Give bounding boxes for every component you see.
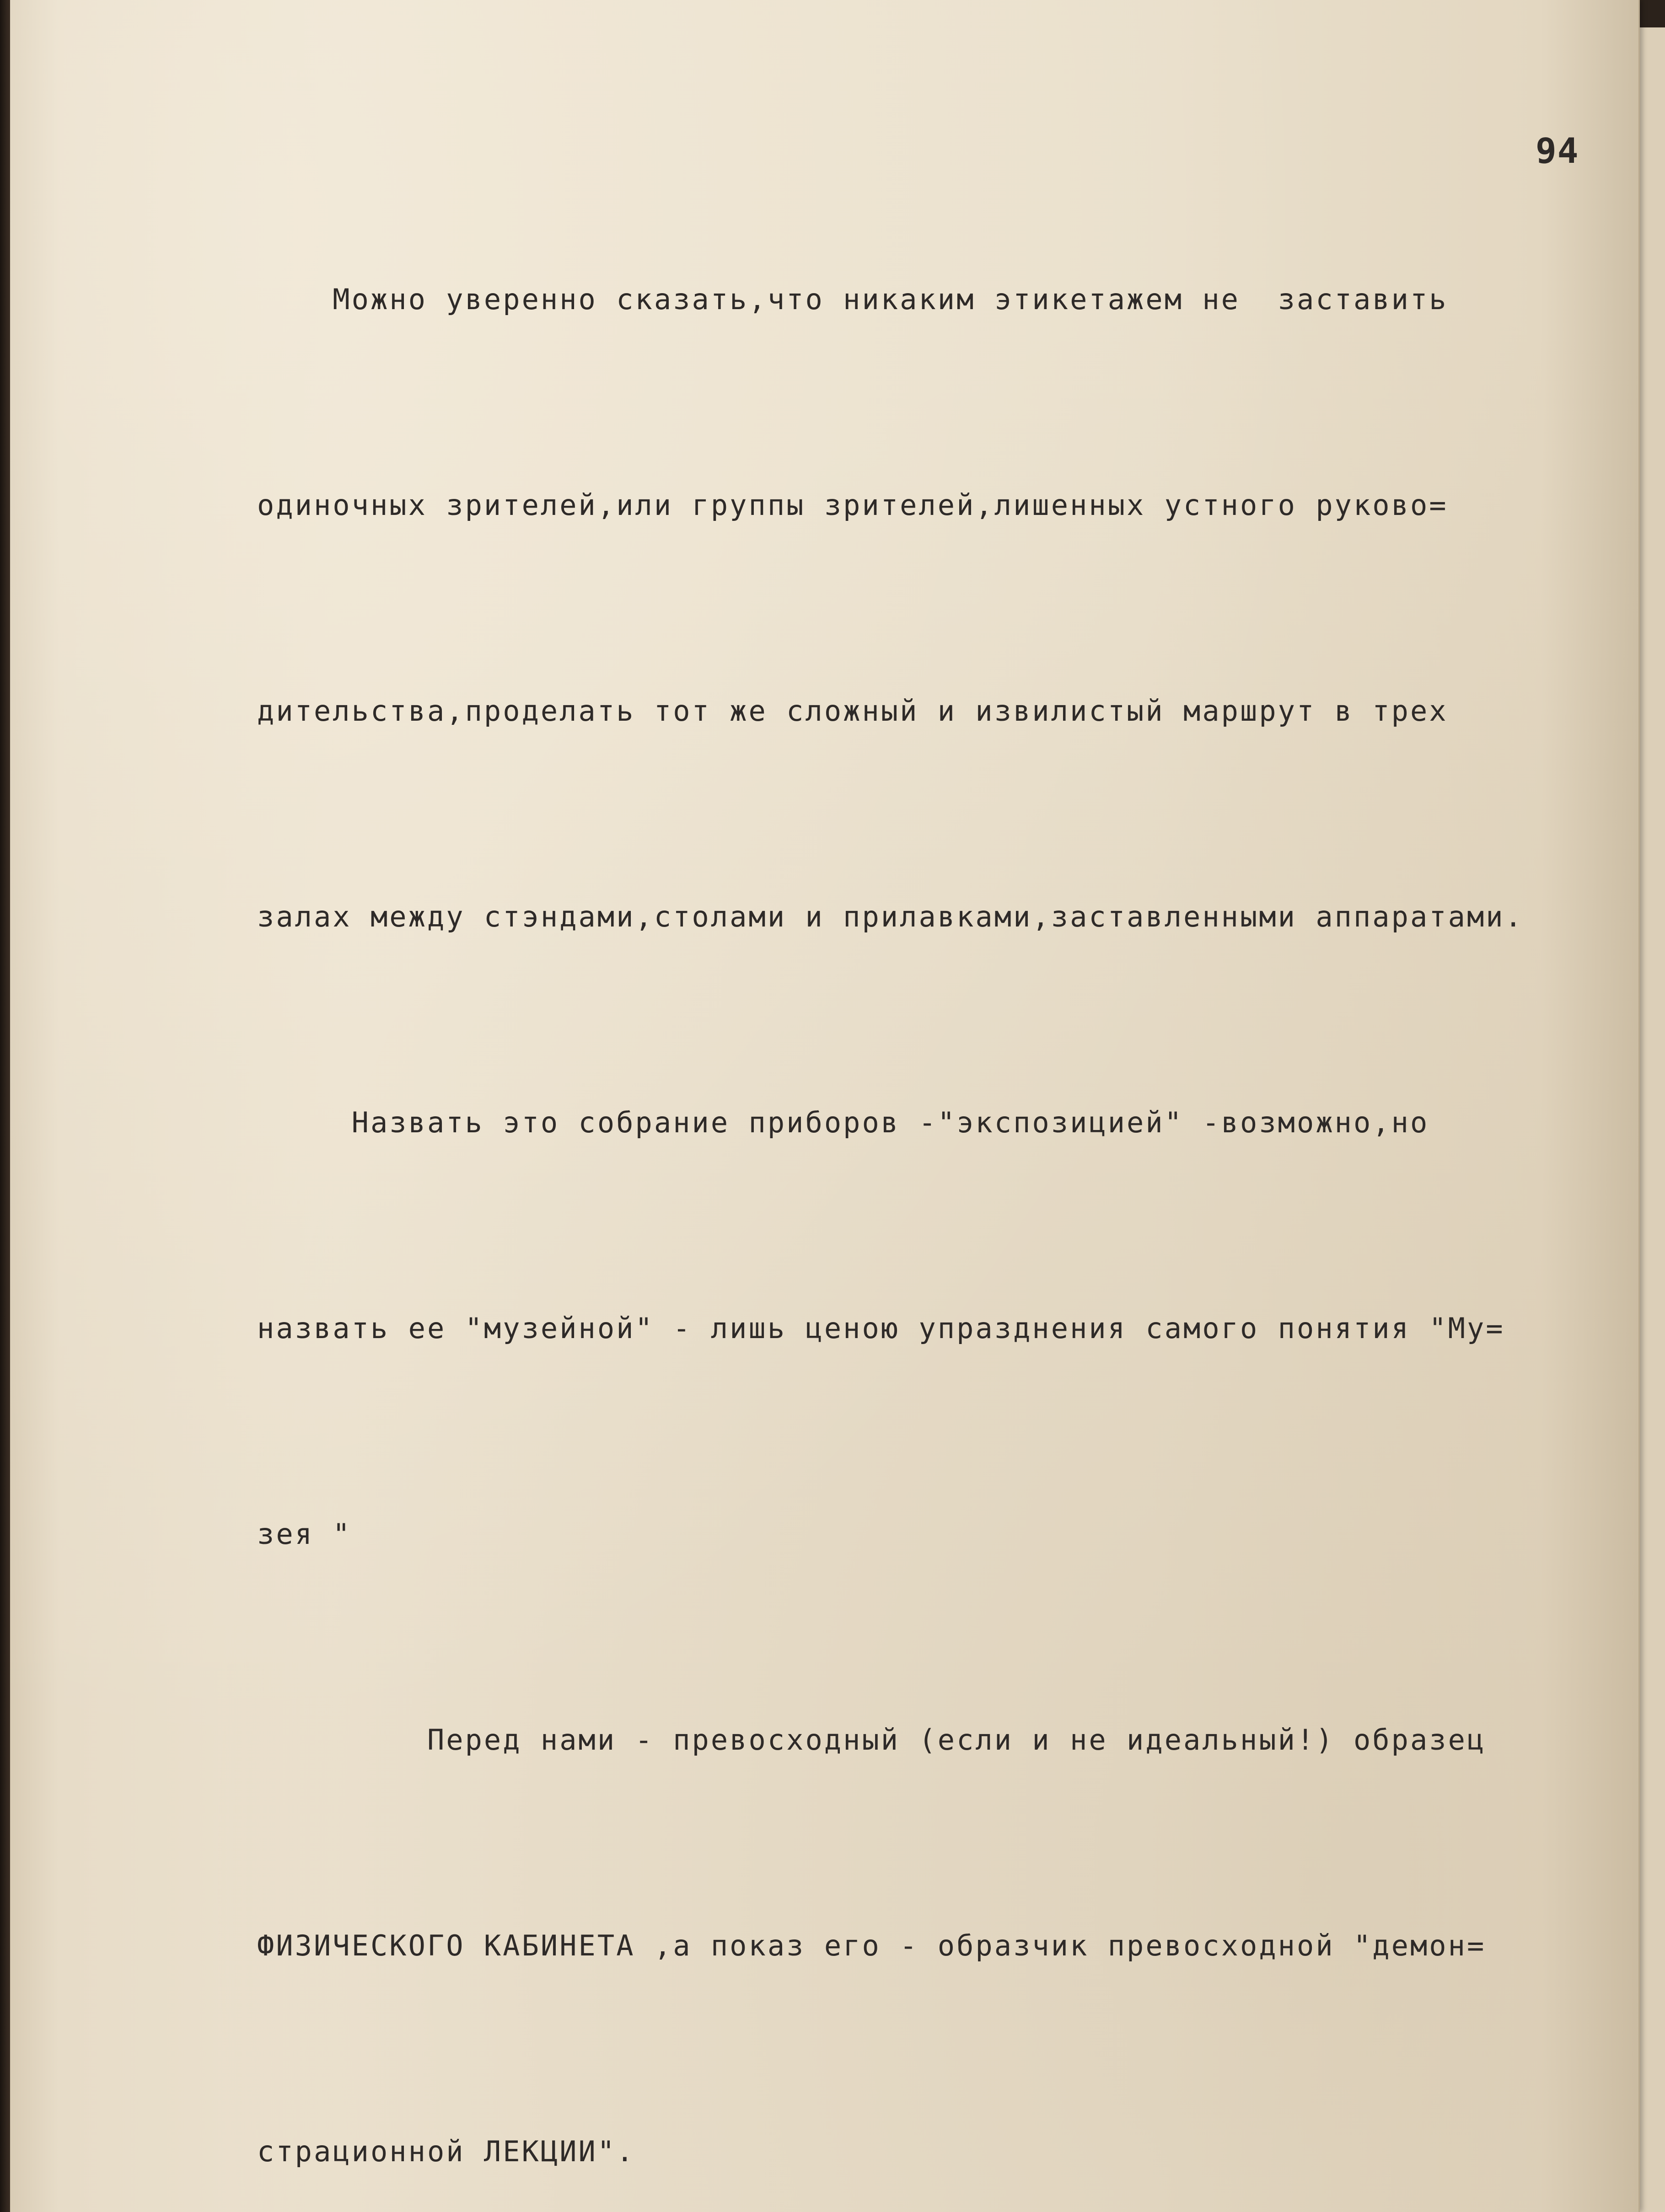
typewritten-page — [10, 0, 1640, 2212]
text-line: Можно уверенно сказать,что никаким этикетажем не заставить — [257, 283, 1448, 316]
text-line: залах между стэндами,столами и прилавками,заставленными аппаратами. — [257, 900, 1524, 933]
text-line: зея " — [257, 1517, 352, 1551]
text-line: Назвать это собрание приборов -"экспозицией" -возможно,но — [257, 1106, 1429, 1139]
page-number: 94 — [1536, 130, 1579, 171]
text-line: дительства,проделать тот же сложный и извилистый маршрут в трех — [257, 694, 1448, 728]
text-line: одиночных зрителей,или группы зрителей,лишенных устного руково= — [257, 488, 1448, 522]
page-text — [257, 128, 1620, 2212]
text-line: назвать ее "музейной" - лишь ценою упразднения самого понятия "Му= — [257, 1312, 1505, 1345]
binding-edge — [0, 0, 10, 2212]
text-line: ФИЗИЧЕСКОГО КАБИНЕТА ,а показ его - образчик превосходной "демон= — [257, 1929, 1486, 1962]
text-line: Перед нами - превосходный (если и не идеальный!) образец — [257, 1723, 1486, 1757]
text-line: страционной ЛЕКЦИИ". — [257, 2135, 635, 2168]
